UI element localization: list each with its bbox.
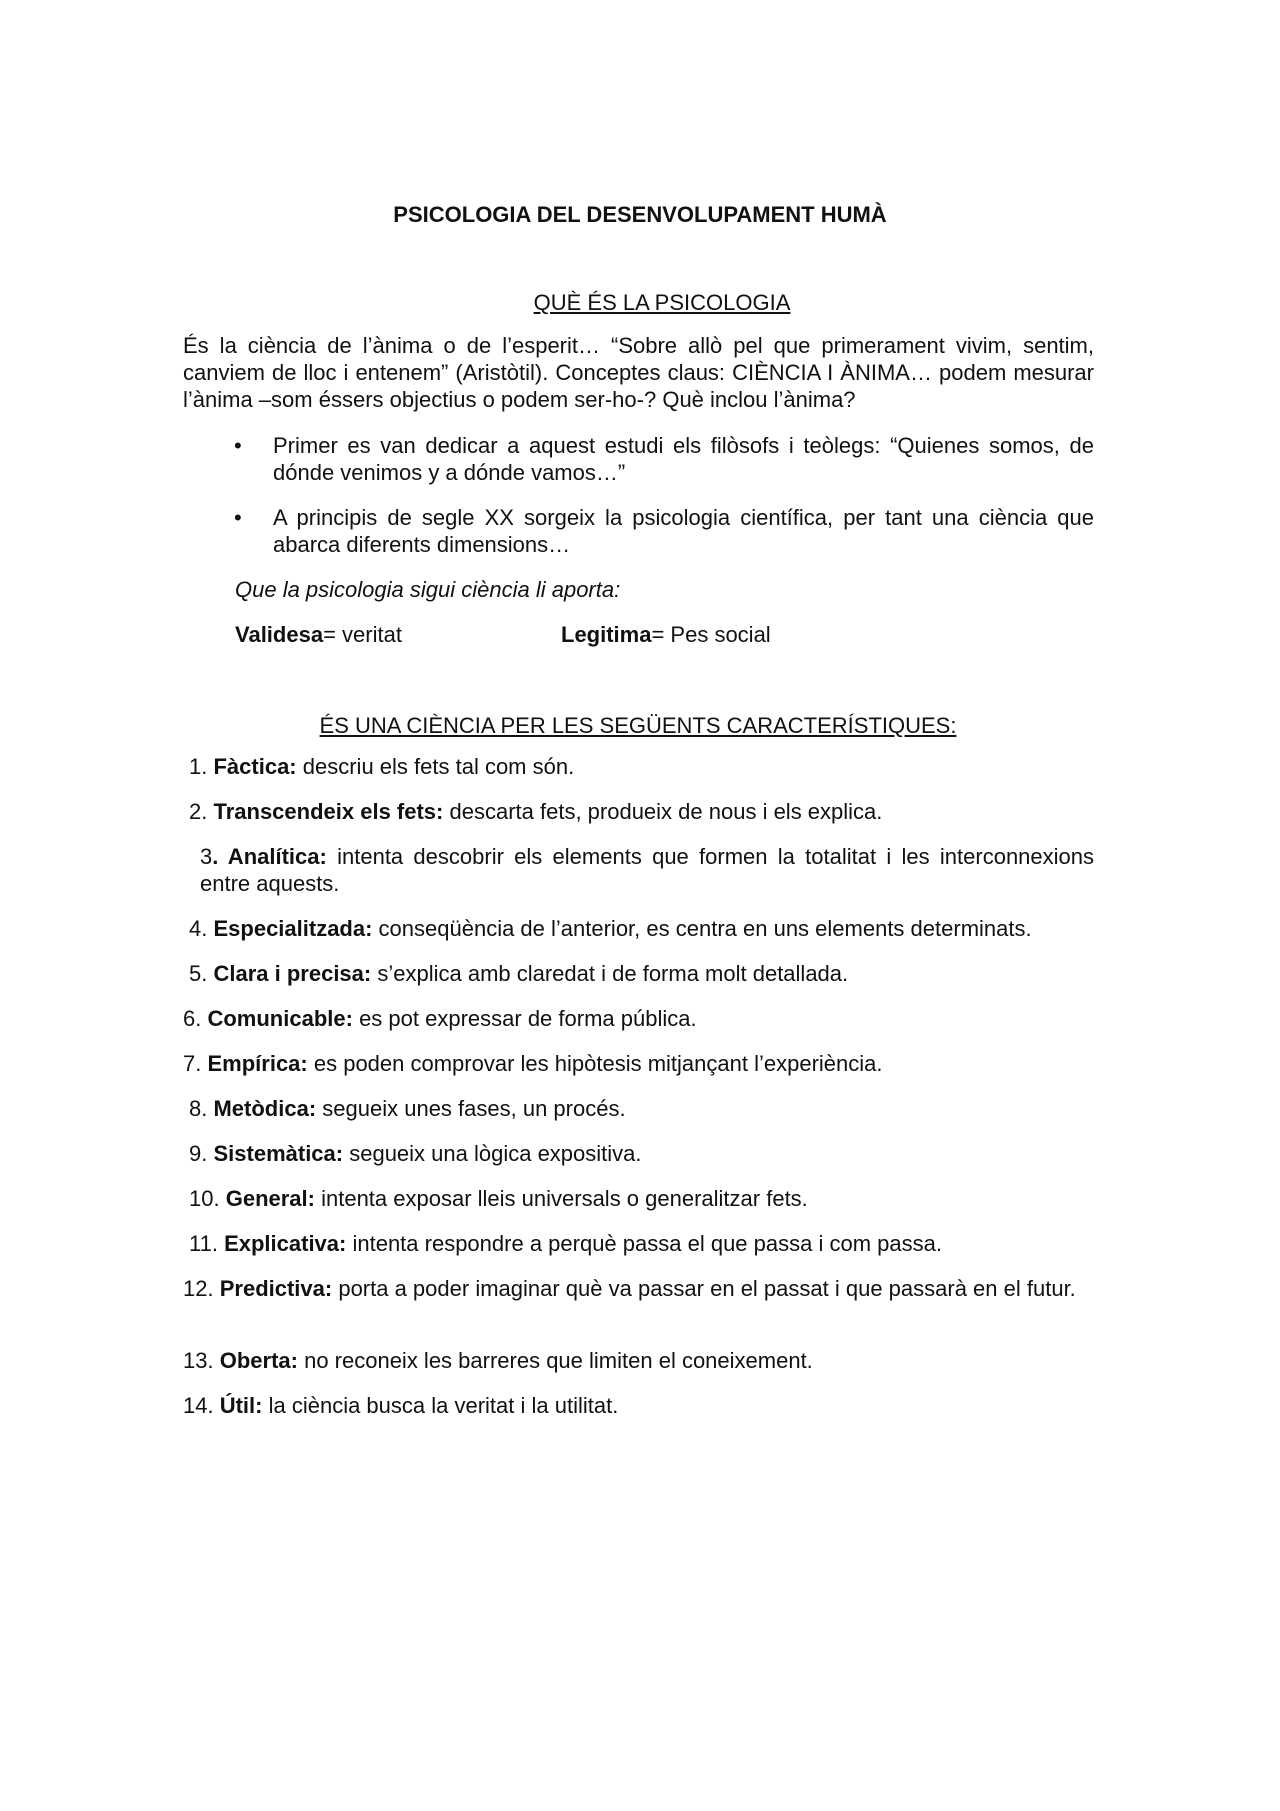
legitima-term: Legitima xyxy=(561,622,652,647)
validesa-term: Validesa xyxy=(235,622,324,647)
item-number: 11. xyxy=(189,1231,218,1256)
item-term: Transcendeix els fets: xyxy=(213,799,444,824)
document-title: PSICOLOGIA DEL DESENVOLUPAMENT HUMÀ xyxy=(393,202,887,227)
item-desc: descriu els fets tal com són. xyxy=(296,754,575,779)
list-item xyxy=(183,1185,1094,1212)
item-number: 7. xyxy=(183,1051,202,1076)
item-desc: no reconeix les barreres que limiten el coneixement. xyxy=(297,1348,813,1373)
list-item xyxy=(183,1392,1094,1419)
item-number: 1. xyxy=(189,754,208,779)
list-item xyxy=(183,1275,1094,1302)
list-item xyxy=(183,915,1094,942)
item-number: 8. xyxy=(189,1096,208,1121)
legitima-line xyxy=(561,621,771,648)
bullet-item xyxy=(234,504,1094,558)
item-term: Metòdica: xyxy=(213,1096,317,1121)
item-term: Fàctica: xyxy=(213,754,297,779)
item-number: 13. xyxy=(183,1348,214,1373)
item-desc: segueix una lògica expositiva. xyxy=(343,1141,642,1166)
list-item xyxy=(183,843,1094,897)
legitima-def: = Pes social xyxy=(651,622,771,647)
item-desc: la ciència busca la veritat i la utilitat. xyxy=(262,1393,619,1418)
item-number: 10. xyxy=(189,1186,220,1211)
item-desc: segueix unes fases, un procés. xyxy=(316,1096,626,1121)
intro-paragraph: És la ciència de l’ànima o de l’esperit… “Sobre allò pel que primerament vivim, sentim, canviem de lloc i entenem” (Aristòtil). Conceptes claus: CIÈNCIA I ÀNIMA… podem mesurar l’ànima –som éssers objectius o podem ser-ho-? Què inclou l’ànima? xyxy=(183,333,1094,412)
item-number: 14. xyxy=(183,1393,214,1418)
list-item xyxy=(183,1050,1094,1077)
item-term: Especialitzada: xyxy=(213,916,373,941)
bullet-text: A principis de segle XX sorgeix la psicologia científica, per tant una ciència que abarca diferents dimensions… xyxy=(273,505,1094,557)
bullet-item xyxy=(234,432,1094,486)
item-number: 3 xyxy=(200,844,213,869)
section-heading-caracteristiques: ÉS UNA CIÈNCIA PER LES SEGÜENTS CARACTERÍSTIQUES: xyxy=(319,713,957,738)
item-desc: es poden comprovar les hipòtesis mitjançant l’experiència. xyxy=(307,1051,883,1076)
item-term: Oberta: xyxy=(219,1348,298,1373)
section-heading-que-es: QUÈ ÉS LA PSICOLOGIA xyxy=(533,290,791,315)
item-desc: es pot expressar de forma pública. xyxy=(352,1006,697,1031)
item-term: Comunicable: xyxy=(207,1006,353,1031)
list-item xyxy=(183,960,1094,987)
item-desc: s’explica amb claredat i de forma molt detallada. xyxy=(371,961,849,986)
item-number: 9. xyxy=(189,1141,208,1166)
item-number: 6. xyxy=(183,1006,202,1031)
item-term: Predictiva: xyxy=(219,1276,333,1301)
item-number: 2. xyxy=(189,799,208,824)
italic-line: Que la psicologia sigui ciència li aporta: xyxy=(235,577,621,602)
item-term: . Analítica: xyxy=(212,844,327,869)
item-desc: descarta fets, produeix de nous i els explica. xyxy=(443,799,883,824)
bullet-text: Primer es van dedicar a aquest estudi els filòsofs i teòlegs: “Quienes somos, de dónde venimos y a dónde vamos…” xyxy=(273,433,1094,485)
item-number: 12. xyxy=(183,1276,214,1301)
item-term: Clara i precisa: xyxy=(213,961,372,986)
validesa-def: = veritat xyxy=(323,622,402,647)
item-term: Útil: xyxy=(219,1393,263,1418)
list-item xyxy=(183,1095,1094,1122)
item-desc: intenta respondre a perquè passa el que passa i com passa. xyxy=(346,1231,942,1256)
list-item xyxy=(183,753,1094,780)
item-number: 4. xyxy=(189,916,208,941)
item-term: Empírica: xyxy=(207,1051,308,1076)
item-desc: intenta descobrir els elements que formen la totalitat i les interconnexions entre aquests. xyxy=(200,844,1095,896)
list-item xyxy=(183,1005,1094,1032)
list-item xyxy=(183,1140,1094,1167)
item-desc: conseqüència de l’anterior, es centra en uns elements determinats. xyxy=(372,916,1032,941)
item-term: Sistemàtica: xyxy=(213,1141,344,1166)
item-term: General: xyxy=(225,1186,315,1211)
validesa-line xyxy=(235,621,402,648)
bullet-icon: • xyxy=(234,505,242,530)
list-item xyxy=(183,1230,1094,1257)
item-desc: porta a poder imaginar què va passar en el passat i que passarà en el futur. xyxy=(332,1276,1076,1301)
item-desc: intenta exposar lleis universals o generalitzar fets. xyxy=(314,1186,808,1211)
list-item xyxy=(183,1347,1094,1374)
item-term: Explicativa: xyxy=(224,1231,347,1256)
bullet-icon: • xyxy=(234,433,242,458)
list-item xyxy=(183,798,1094,825)
item-number: 5. xyxy=(189,961,208,986)
